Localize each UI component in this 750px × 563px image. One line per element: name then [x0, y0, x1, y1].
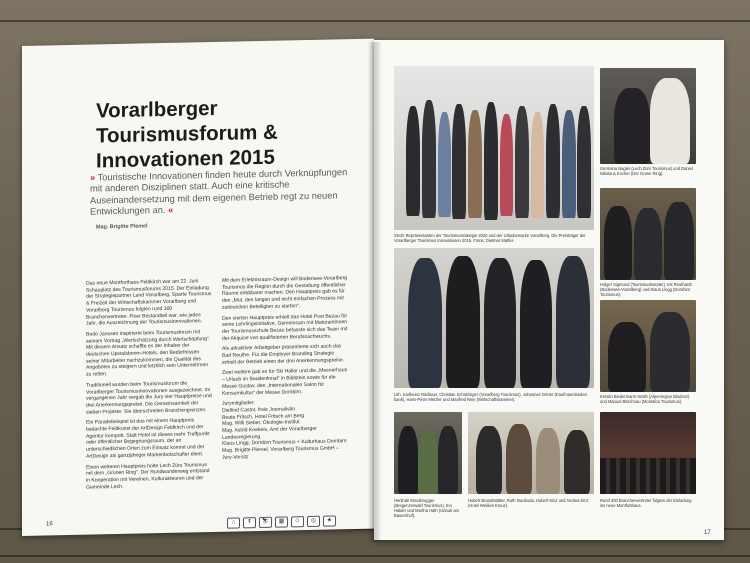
caption-top: Strolz Repräsentanten der Tourismusstrategie 2020 und der Urlaubsmarke Vorarlberg. Die Preisträger der Vorarlberger Tourismus Innovationen 2015. Fotos: Dietmar Mathis	[394, 233, 586, 243]
photo-audience	[600, 412, 696, 494]
article-title: Vorarlberger Tourismusforum & Innovationen 2015	[96, 96, 278, 173]
magazine-spread	[22, 36, 722, 548]
page-number-right: 17	[704, 530, 711, 536]
right-page	[374, 40, 724, 540]
hiking-icon: ↟	[243, 517, 256, 528]
photo-officials	[394, 248, 594, 388]
photo-nagler-kocher	[600, 68, 696, 164]
table-plank-line	[0, 20, 750, 22]
photo-moosbrugger-halder-hath	[394, 412, 462, 494]
left-page	[22, 39, 374, 536]
bed-icon: ⌂	[227, 517, 240, 528]
caption-mid: Lith. Karlheinz Rüdisser, Christian Schützinger (Vorarlberg Tourismus), Johannes Grtner (Kaufmannlandes- bank), Hans-Peter Metzler und Manfred Rein (Wirtschaftskammer).	[394, 392, 589, 402]
caption-r3: Kerstin Biedermann-Smith (Alpenregion Bludenz) und Manuel Bitschnau (Montafon Tourismus).	[600, 394, 690, 404]
article-lead	[90, 167, 362, 218]
jury-member: Dietlind Castor, freie Journalistin	[222, 406, 296, 414]
ski-icon: ⛷	[259, 517, 272, 528]
paragraph: Traditionell wurden beim Tourismusforum die Vorarlberger Tourismusinnovationen ausgezeichnet. Im vergangenen Jahr vergab die Jury vier Hauptpreise und drei Anerkennungspreise. Die Gemeinsamkeit der sieben Projekte: Sie überschreiten Branchengrenzen.	[86, 380, 212, 416]
jury-member: Mag. Willi Sieber, Ökologie-Institut	[222, 419, 300, 428]
paragraph: Das neue Montforthaus Feldkirch war am 22. Juni Schauplatz des Tourismusforums 2015. Der Einladung der Strategiepartner Land Vorarlberg, Sparte Tourismus & Freizeit der Wirtschaftskammer Vorarlberg und Vorarlberg Tourismus folgten rund 300 Branchenvertreter. Fixer Bestandteil war, wie jedes Jahr, die Auszeichnung der Tourismusinnovationen.	[86, 278, 212, 327]
jury-member: Mag. Astrid Koekeis, Amt der Vorarlberger Landesregierung	[222, 425, 317, 441]
paragraph: Mit dem Erlebnisraum-Design will Bodensee-Vorarlberg Tourismus die Region durch die Gestaltung öffentlicher Räume erlebbarer machen. Den Hauptpreis gab es für den „Mut, den langen und nicht einfachen Prozess mit zahlreichen Beteiligten zu starten“.	[222, 275, 348, 311]
photo-sigmund-reuthardt-lingg	[600, 188, 696, 280]
paragraph: Ein Paradebeispiel ist das mit einem Hauptpreis bedachte Feldkunst der ArtDesign Feldkirch und der Agentur kompott. Statt Hotel ist dieses mehr Treffpunkt oder öffentlicher Begegnungsraum, der an unterschiedlichen Orten zum Einsatz kommt und der ArtDesign als ganzjähriger Markenbotschafter dient.	[86, 417, 210, 460]
paragraph: Bodo Janssen inspirierte beim Tourismusforum mit seinem Vortrag „Wertschätzung durch Wertschöpfung“. Mit diesem Ansatz schaffte es der Inhaber der deutschen Upstalsboom-Hotels, den Bedürfnissen seiner Mitarbeiter nachzukommen, die Qualität des Angebotes zu steigern und letztlich sein Unternehmen zu retten.	[86, 329, 211, 378]
lead-quote-close: «	[168, 205, 174, 216]
page-number-left: 16	[46, 521, 53, 528]
photo-award-winners	[394, 66, 594, 230]
caption-r2: Holger Sigmund (Tourismusberater), Iris Reuthardt (Bodensee-Vorarlberg) und Klaus Lingg (Dornbirn Tourismus).	[600, 282, 692, 297]
star-icon: ★	[323, 515, 336, 526]
paragraph: Den vierten Hauptpreis erhielt das Hotel Post Bezau für seine Lehrlingsinitiative. Gemeinsam mit Maturantinnen der Tourismusschule Bezau befasste sich das Team mit der Akquise von qualifizierten Berufsnachwuchs.	[222, 312, 348, 342]
lead-quote-open: »	[90, 172, 96, 183]
caption-bot-mid: Hubert Brandtstätter, Ruth Swoboda, Hubert Kinz und Andrea Kinz (Hotel Weißes Kreuz).	[468, 498, 589, 508]
caption-bot-left: Herlinde Moosbrugger (Bregenzerwald Tourismus), Evi Halder und Martha Hath (Urlaub am Bauernhof).	[394, 498, 460, 518]
plate-icon: ◎	[307, 516, 320, 527]
category-icons	[227, 515, 336, 528]
caption-bot-right: Rund 300 Branchenvertreter folgten der Einladung ins neue Montforthaus.	[600, 498, 692, 508]
jury-member: Mag. Brigitte Plemel, Vorarlberg Tourismus GmbH – Jury-Vorsitz	[222, 445, 339, 461]
jury-member: Klaus Lingg, Dornbirn Tourismus + Kulturhaus Dornbirn	[222, 438, 347, 448]
caption-r1: Germana Nagler (Lech Zürs Tourismus) und Daniel Nikolaus Kocher (Der Grüne Ring).	[600, 166, 693, 176]
paragraph: Einen weiteren Hauptpreis holte Lech Zürs Tourismus mit dem „Grünen Ring“. Der Rundwanderweg entstand in Kooperation mit Vereinen, Kulturakteuren und der Gemeinde Lech.	[86, 461, 210, 491]
book-gutter-shadow	[368, 42, 382, 542]
article-author: Mag. Brigitte Plemel	[96, 223, 148, 231]
text-column-1	[86, 278, 212, 495]
lead-text: Touristische Innovationen finden heute durch Verknüpfungen mit anderen Disziplinen statt. Auch eine kritische Auseinandersetzung mit dem eigenen Betrieb regt zu neuen Entwicklungen an.	[90, 167, 348, 217]
photo-biedermann-bitschnau	[600, 300, 696, 392]
jury-member: Beate Fritsch, Hotel Fritsch am Berg	[222, 412, 305, 421]
chart-icon: ▦	[275, 516, 288, 527]
jury-label: Jurymitglieder:	[222, 400, 256, 408]
people-icon: ☺	[291, 516, 304, 527]
photo-hotel-weisses-kreuz	[468, 412, 594, 494]
text-column-2	[222, 275, 348, 461]
paragraph: Als attraktiver Arbeitgeber präsentierte sich auch das Bad Reuthe. Für die Employer Branding Strategie erhielt der Betrieb einen der drei Anerkennungspreise.	[222, 343, 345, 366]
paragraph: Zwei weitere gab es für Ski Haller und die „Mesnerhaus – Urlaub im Baudenkmal“ in Bildstein sowie für die Messe Gustav, den „Internationalen Salon für Konsumkultur“ der Messe Dornbirn.	[222, 367, 348, 397]
table-plank-line	[0, 555, 750, 557]
